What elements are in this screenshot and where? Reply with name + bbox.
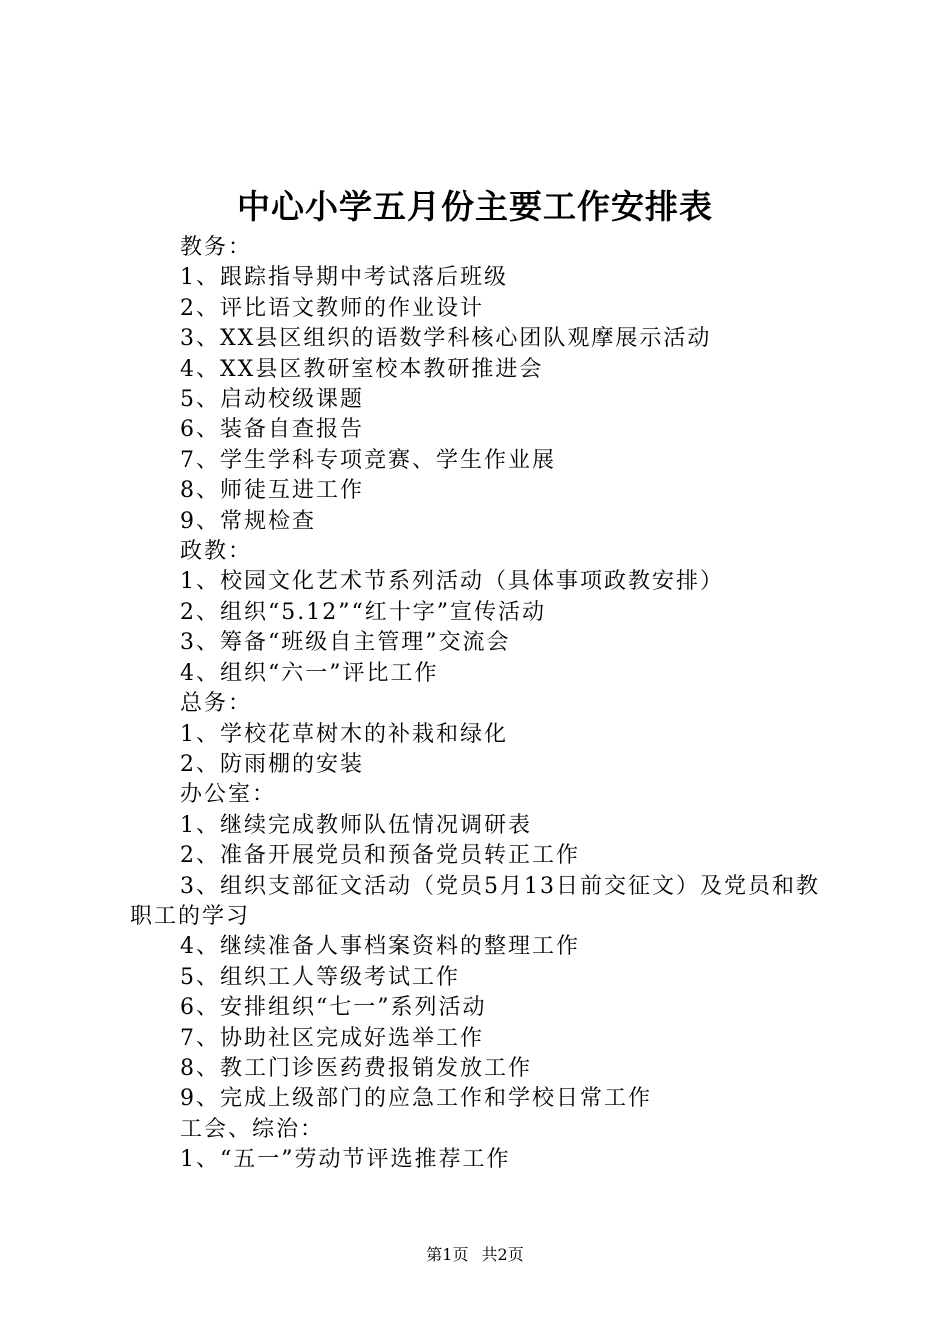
section-heading-zhengjiao: 政教： — [180, 539, 253, 565]
list-item: 1、学校花草树木的补栽和绿化 — [180, 721, 508, 747]
list-item: 1、跟踪指导期中考试落后班级 — [180, 265, 508, 291]
list-item: 9、常规检查 — [180, 508, 316, 534]
list-item: 3、XX县区组织的语数学科核心团队观摩展示活动 — [180, 326, 712, 352]
page-number: 第1页 — [426, 1245, 469, 1264]
list-item: 6、安排组织“七一”系列活动 — [180, 995, 487, 1021]
list-item: 4、组织“六一”评比工作 — [180, 660, 439, 686]
list-item: 7、协助社区完成好选举工作 — [180, 1025, 484, 1051]
section-heading-jiaowu: 教务： — [180, 235, 253, 260]
list-item: 1、“五一”劳动节评选推荐工作 — [180, 1147, 511, 1173]
list-item: 4、XX县区教研室校本教研推进会 — [180, 356, 544, 382]
list-item: 2、评比语文教师的作业设计 — [180, 295, 484, 321]
document-title: 中心小学五月份主要工作安排表 — [237, 187, 713, 226]
list-item: 8、师徒互进工作 — [180, 478, 364, 504]
list-item: 3、筹备“班级自主管理”交流会 — [180, 630, 511, 656]
section-heading-zongwu: 总务： — [180, 691, 253, 717]
list-item: 4、继续准备人事档案资料的整理工作 — [180, 934, 580, 960]
page-footer — [0, 1244, 950, 1266]
list-item: 3、组织支部征文活动（党员5月13日前交征文）及党员和教职工的学习 — [130, 873, 820, 929]
list-item: 1、继续完成教师队伍情况调研表 — [180, 812, 532, 838]
list-item: 9、完成上级部门的应急工作和学校日常工作 — [180, 1086, 652, 1112]
page-total: 共2页 — [481, 1245, 524, 1264]
list-item: 1、校园文化艺术节系列活动（具体事项政教安排） — [180, 569, 724, 595]
list-item: 2、准备开展党员和预备党员转正工作 — [180, 843, 580, 869]
list-item: 5、组织工人等级考试工作 — [180, 964, 460, 990]
list-item: 7、学生学科专项竞赛、学生作业展 — [180, 447, 556, 473]
document-body — [130, 233, 840, 1176]
list-item: 2、组织“5.12”“红十字”宣传活动 — [180, 599, 546, 625]
list-item: 6、装备自查报告 — [180, 417, 364, 443]
section-heading-bangongshi: 办公室： — [180, 782, 277, 808]
list-item: 2、防雨棚的安装 — [180, 751, 364, 777]
section-heading-gonghui: 工会、综治： — [180, 1116, 325, 1142]
list-item: 8、教工门诊医药费报销发放工作 — [180, 1055, 532, 1081]
list-item: 5、启动校级课题 — [180, 387, 364, 413]
